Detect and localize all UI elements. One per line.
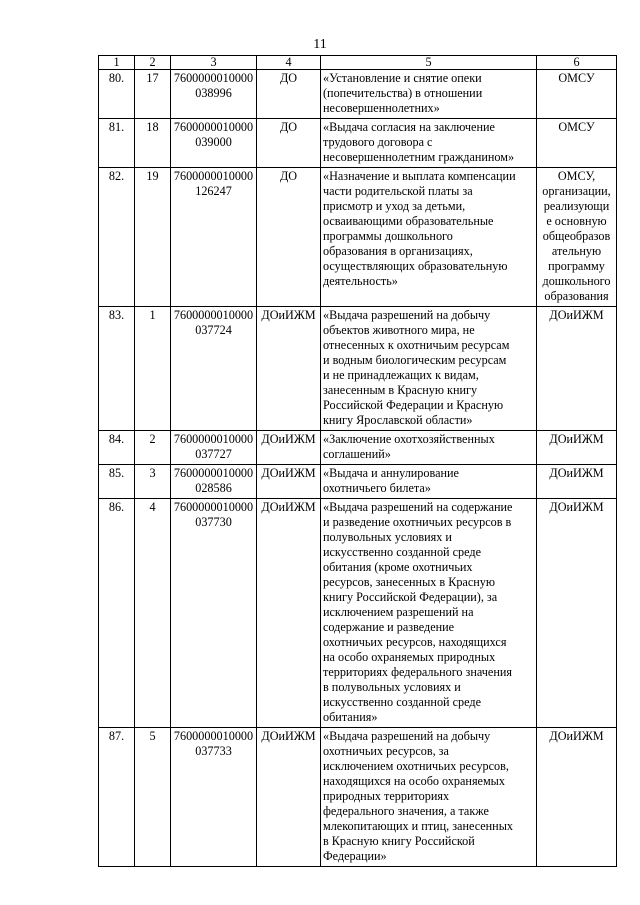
executor	[537, 119, 617, 168]
service-name-line: объектов животного мира, не	[323, 323, 475, 337]
department: ДО	[257, 119, 321, 168]
table-row	[99, 119, 617, 168]
service-name-line: искусственно созданной среде	[323, 695, 481, 709]
executor-line: ОМСУ	[558, 120, 595, 134]
table-row	[99, 728, 617, 867]
executor-line: ДОиИЖМ	[549, 308, 604, 322]
service-name-line: полувольных условиях и	[323, 530, 452, 544]
sub-number: 17	[135, 70, 171, 119]
service-name-line: «Выдача разрешений на содержание	[323, 500, 513, 514]
service-name-line: деятельность»	[323, 274, 398, 288]
service-code-line: 037733	[195, 744, 232, 758]
service-name-line: несовершеннолетним гражданином»	[323, 150, 515, 164]
service-name-line: федерального значения, а также	[323, 804, 489, 818]
row-number: 87.	[99, 728, 135, 867]
sub-number: 18	[135, 119, 171, 168]
service-name-line: осуществляющих образовательную	[323, 259, 508, 273]
service-name-line: «Назначение и выплата компенсации	[323, 169, 516, 183]
service-name-line: «Выдача и аннулирование	[323, 466, 459, 480]
header-col-1: 1	[99, 56, 135, 70]
service-code-line: 7600000010000	[173, 432, 254, 446]
executor-line: организации,	[542, 184, 611, 198]
service-name-line: исключением разрешений на	[323, 605, 474, 619]
page-number: 11	[313, 37, 327, 52]
executor	[537, 728, 617, 867]
row-number: 85.	[99, 465, 135, 499]
service-name-line: занесенным в Красную книгу	[323, 383, 478, 397]
service-name-line: ресурсов, занесенных в Красную	[323, 575, 495, 589]
service-name-line: «Заключение охотхозяйственных	[323, 432, 495, 446]
service-code-line: 7600000010000	[173, 500, 254, 514]
service-code-line: 126247	[195, 184, 232, 198]
service-code-line: 7600000010000	[173, 729, 254, 743]
service-code	[171, 307, 257, 431]
service-name-line: образования в организациях,	[323, 244, 473, 258]
department: ДОиИЖМ	[257, 431, 321, 465]
sub-number: 1	[135, 307, 171, 431]
service-code-line: 037724	[195, 323, 232, 337]
service-code-line: 028586	[195, 481, 232, 495]
service-name-line: обитания»	[323, 710, 378, 724]
executor	[537, 431, 617, 465]
sub-number: 19	[135, 168, 171, 307]
executor-line: общеобразов	[542, 229, 611, 243]
executor	[537, 499, 617, 728]
executor	[537, 465, 617, 499]
header-row	[99, 56, 617, 70]
row-number: 82.	[99, 168, 135, 307]
sub-number: 5	[135, 728, 171, 867]
service-name-line: «Выдача разрешений на добычу	[323, 729, 491, 743]
row-number: 83.	[99, 307, 135, 431]
service-name-line: и не принадлежащих к видам,	[323, 368, 479, 382]
service-code-line: 037727	[195, 447, 232, 461]
executor	[537, 307, 617, 431]
executor-line: ДОиИЖМ	[549, 500, 604, 514]
service-code	[171, 728, 257, 867]
row-number: 81.	[99, 119, 135, 168]
header-col-2: 2	[135, 56, 171, 70]
service-name-line: содержание и разведение	[323, 620, 455, 634]
service-name-line: программы дошкольного	[323, 229, 453, 243]
service-code-line: 7600000010000	[173, 466, 254, 480]
service-name-line: млекопитающих и птиц, занесенных	[323, 819, 513, 833]
service-name-line: отнесенных к охотничьим ресурсам	[323, 338, 510, 352]
service-code-line: 037730	[195, 515, 232, 529]
row-number: 80.	[99, 70, 135, 119]
service-name-line: Российской Федерации и Красную	[323, 398, 504, 412]
service-code-line: 7600000010000	[173, 308, 254, 322]
service-name-line: соглашений»	[323, 447, 391, 461]
service-name-line: (попечительства) в отношении	[323, 86, 483, 100]
table-row	[99, 465, 617, 499]
service-name-line: «Выдача согласия на заключение	[323, 120, 495, 134]
executor-line: ДОиИЖМ	[549, 466, 604, 480]
table-body	[99, 70, 617, 867]
service-name-line: присмотр и уход за детьми,	[323, 199, 466, 213]
sub-number: 3	[135, 465, 171, 499]
executor-line: ОМСУ,	[557, 169, 596, 183]
executor-line: ОМСУ	[558, 71, 595, 85]
service-name-line: трудового договора с	[323, 135, 433, 149]
service-code	[171, 499, 257, 728]
sub-number: 2	[135, 431, 171, 465]
header-col-5: 5	[321, 56, 537, 70]
table-row	[99, 168, 617, 307]
service-name-line: природных территориях	[323, 789, 450, 803]
department: ДОиИЖМ	[257, 307, 321, 431]
service-code	[171, 465, 257, 499]
service-name-line: искусственно созданной среде	[323, 545, 481, 559]
service-code-line: 7600000010000	[173, 120, 254, 134]
service-name-line: в полувольных условиях и	[323, 680, 461, 694]
service-name-line: охотничьих ресурсов, находящихся	[323, 635, 507, 649]
department: ДО	[257, 70, 321, 119]
service-name-line: находящихся на особо охраняемых	[323, 774, 505, 788]
service-name-line: охотничьего билета»	[323, 481, 431, 495]
service-name	[321, 70, 537, 119]
service-name-line: «Выдача разрешений на добычу	[323, 308, 491, 322]
service-name-line: исключением охотничьих ресурсов,	[323, 759, 509, 773]
service-code-line: 7600000010000	[173, 169, 254, 183]
service-name-line: Федерации»	[323, 849, 387, 863]
service-name-line: и водным биологическим ресурсам	[323, 353, 507, 367]
table-row	[99, 499, 617, 728]
service-name	[321, 119, 537, 168]
row-number: 86.	[99, 499, 135, 728]
department: ДОиИЖМ	[257, 465, 321, 499]
service-name-line: и разведение охотничьих ресурсов в	[323, 515, 512, 529]
service-code-line: 038996	[195, 86, 232, 100]
service-name-line: несовершеннолетних»	[323, 101, 440, 115]
executor-line: программу	[548, 259, 605, 273]
table-row	[99, 70, 617, 119]
service-name-line: обитания (кроме охотничьих	[323, 560, 473, 574]
executor-line: дошкольного	[542, 274, 611, 288]
service-name-line: книгу Российской Федерации), за	[323, 590, 498, 604]
executor-line: реализующи	[543, 199, 610, 213]
service-name	[321, 465, 537, 499]
service-name-line: части родительской платы за	[323, 184, 473, 198]
service-name-line: в Красную книгу Российской	[323, 834, 475, 848]
department: ДОиИЖМ	[257, 499, 321, 728]
department: ДО	[257, 168, 321, 307]
service-code	[171, 70, 257, 119]
service-name	[321, 168, 537, 307]
header-col-6: 6	[537, 56, 617, 70]
service-name-line: книгу Ярославской области»	[323, 413, 473, 427]
executor	[537, 168, 617, 307]
service-name	[321, 728, 537, 867]
row-number: 84.	[99, 431, 135, 465]
service-code	[171, 431, 257, 465]
service-name-line: осваивающими образовательные	[323, 214, 494, 228]
service-name-line: на особо охраняемых природных	[323, 650, 496, 664]
services-table	[98, 55, 617, 867]
executor-line: ательную	[551, 244, 602, 258]
service-code	[171, 168, 257, 307]
service-code-line: 039000	[195, 135, 232, 149]
service-name	[321, 499, 537, 728]
service-code-line: 7600000010000	[173, 71, 254, 85]
sub-number: 4	[135, 499, 171, 728]
header-col-4: 4	[257, 56, 321, 70]
service-name	[321, 431, 537, 465]
service-name-line: территориях федерального значения	[323, 665, 512, 679]
executor	[537, 70, 617, 119]
service-name	[321, 307, 537, 431]
service-name-line: «Установление и снятие опеки	[323, 71, 482, 85]
service-name-line: охотничьих ресурсов, за	[323, 744, 449, 758]
table-header	[99, 56, 617, 70]
executor-line: е основную	[546, 214, 607, 228]
service-code	[171, 119, 257, 168]
executor-line: ДОиИЖМ	[549, 432, 604, 446]
header-col-3: 3	[171, 56, 257, 70]
executor-line: ДОиИЖМ	[549, 729, 604, 743]
table-row	[99, 307, 617, 431]
executor-line: образования	[544, 289, 609, 303]
department: ДОиИЖМ	[257, 728, 321, 867]
table-row	[99, 431, 617, 465]
